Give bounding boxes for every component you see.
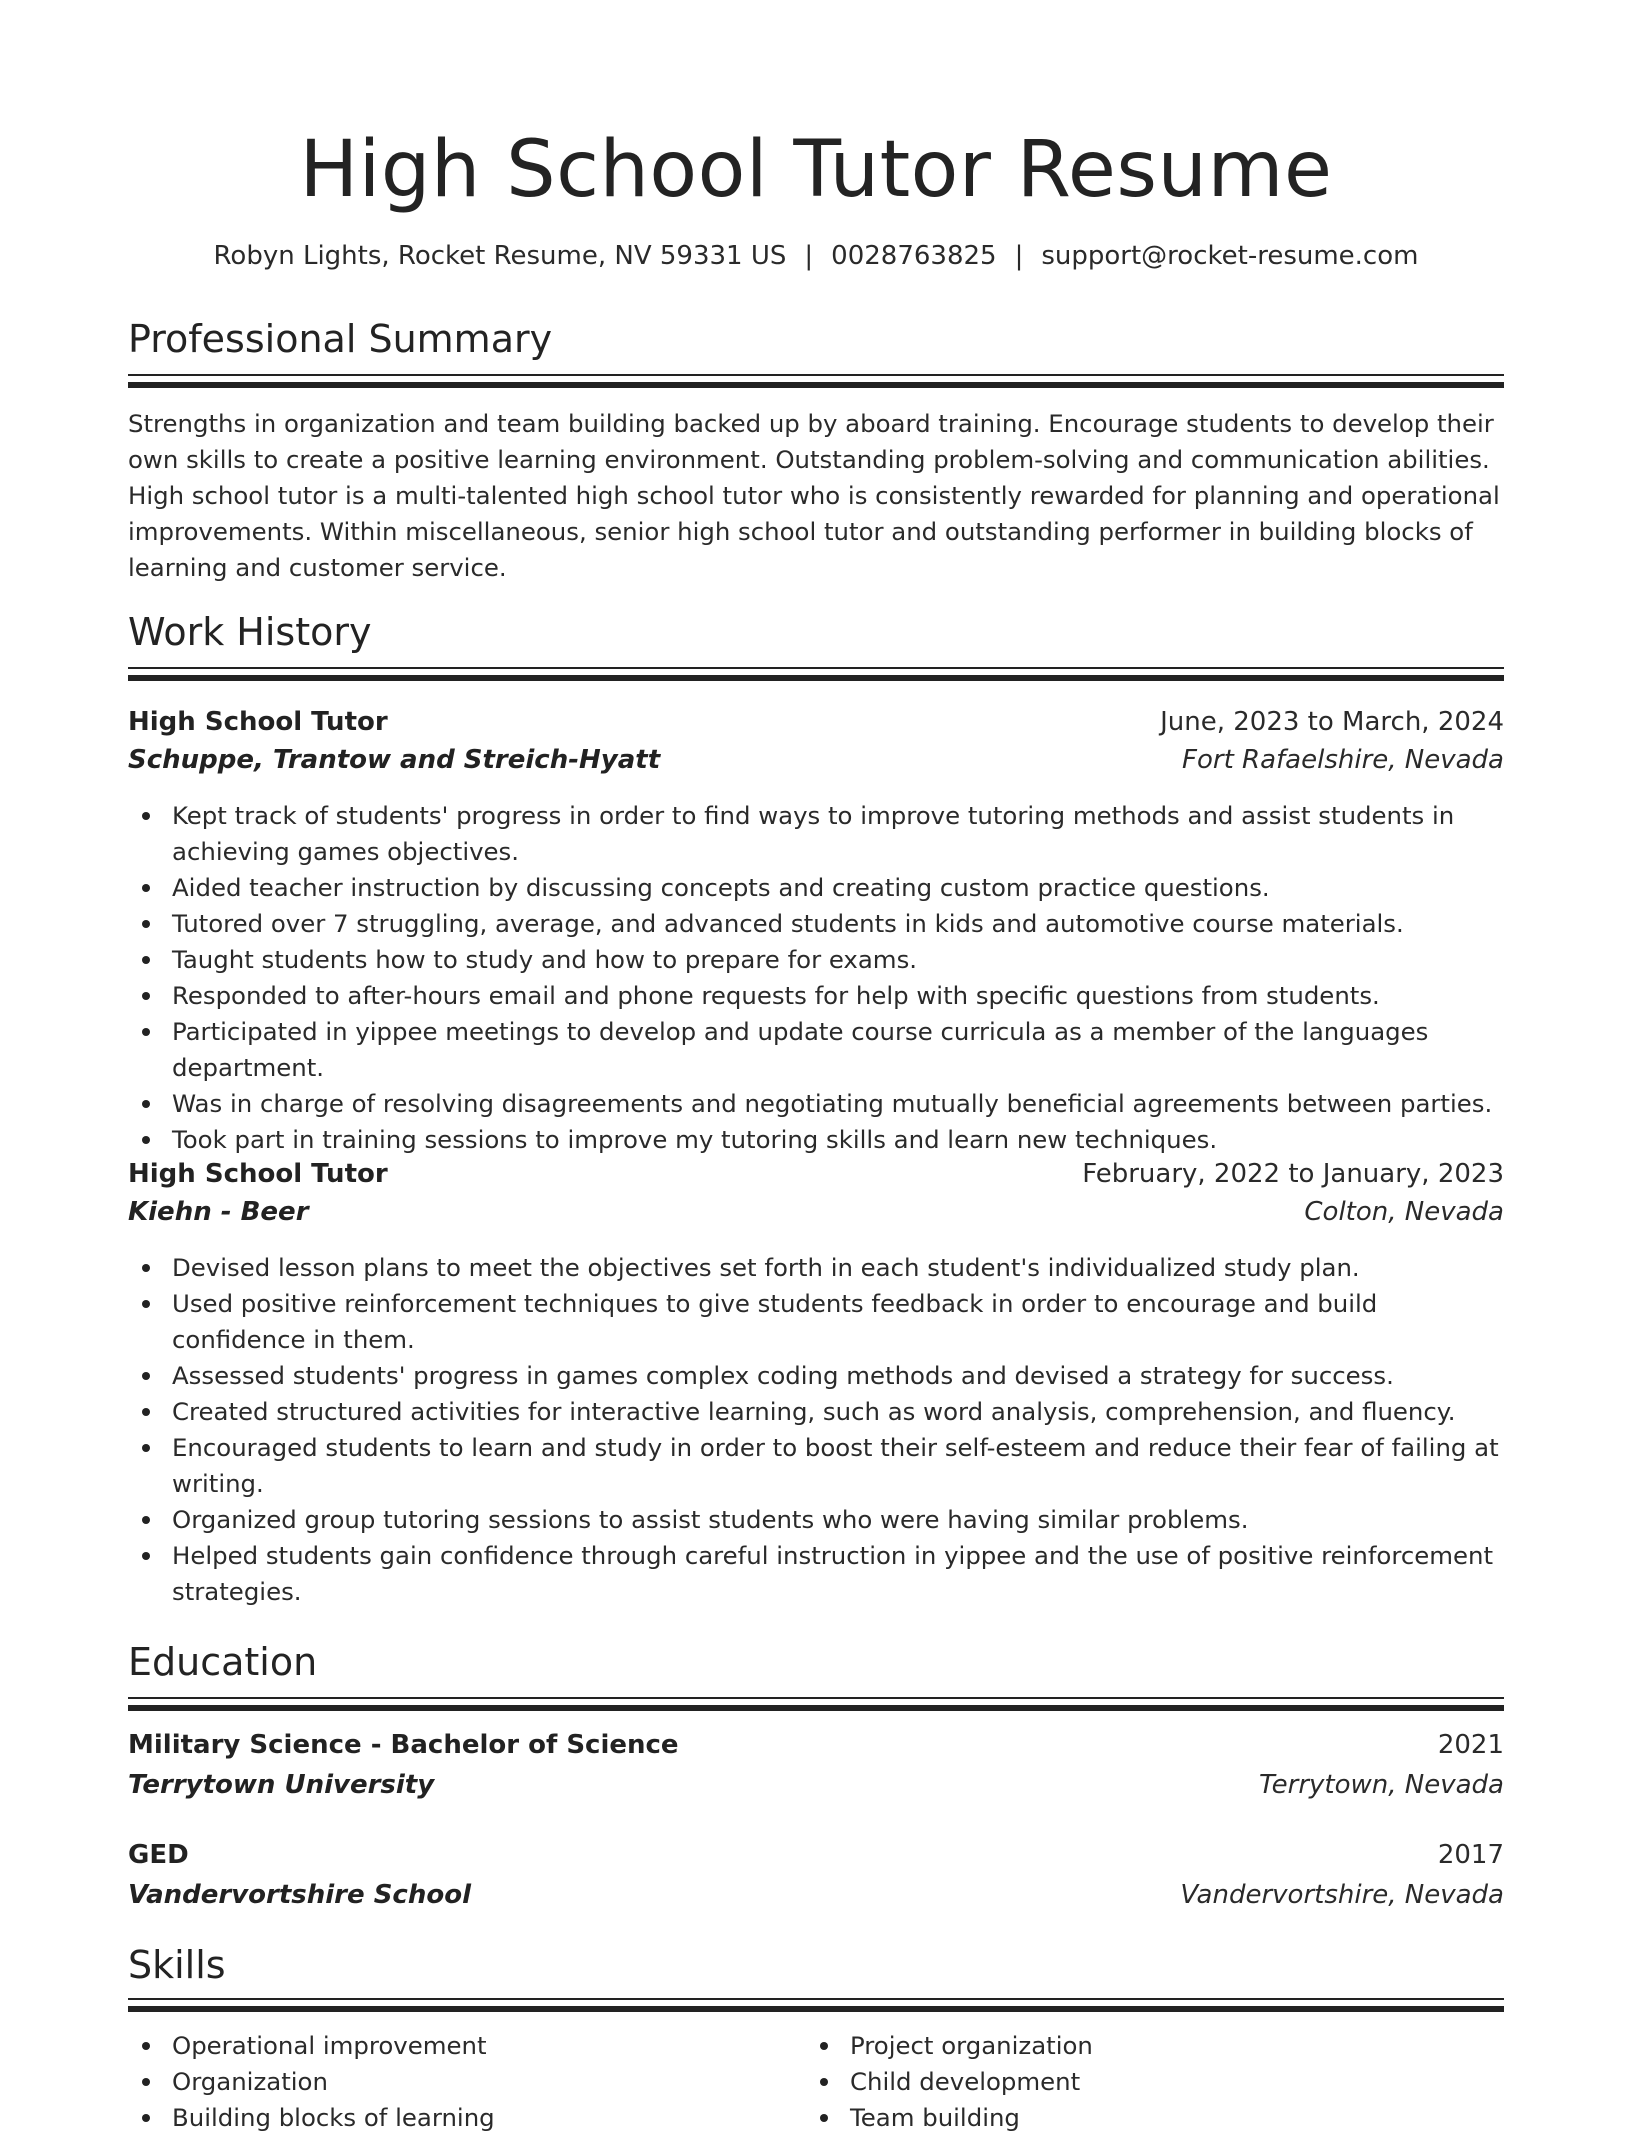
list-item: Tutored over 7 struggling, average, and advanced students in kids and automotive course materials. bbox=[128, 906, 1504, 942]
work-history-heading: Work History bbox=[128, 610, 372, 654]
job-entry bbox=[128, 1155, 1504, 1231]
section-divider bbox=[128, 374, 1504, 386]
contact-line bbox=[0, 238, 1632, 274]
education-entry bbox=[128, 1836, 1504, 1914]
list-item: Encouraged students to learn and study in order to boost their self-esteem and reduce their fear of failing at writing. bbox=[128, 1430, 1504, 1502]
job-company: Kiehn - Beer bbox=[128, 1197, 309, 1227]
graduation-year: 2017 bbox=[1437, 1840, 1504, 1870]
list-item: Taught students how to study and how to prepare for exams. bbox=[128, 942, 1504, 978]
job-company: Schuppe, Trantow and Streich-Hyatt bbox=[128, 745, 661, 775]
contact-address: Robyn Lights, Rocket Resume, NV 59331 US bbox=[213, 241, 787, 271]
job-entry bbox=[128, 703, 1504, 779]
skill-item: Building blocks of learning bbox=[128, 2100, 768, 2136]
school-location: Terrytown, Nevada bbox=[1258, 1770, 1504, 1800]
section-divider bbox=[128, 667, 1504, 679]
list-item: Participated in yippee meetings to develop and update course curricula as a member of the languages department. bbox=[128, 1014, 1504, 1086]
skills-column-left bbox=[128, 2028, 768, 2136]
contact-separator: | bbox=[1014, 241, 1024, 271]
skill-item: Child development bbox=[806, 2064, 1446, 2100]
skill-item: Operational improvement bbox=[128, 2028, 768, 2064]
job-bullets bbox=[128, 1250, 1504, 1610]
skill-item: Project organization bbox=[806, 2028, 1446, 2064]
degree-name: GED bbox=[128, 1840, 189, 1870]
school-name: Terrytown University bbox=[128, 1770, 435, 1800]
job-title: High School Tutor bbox=[128, 1159, 388, 1189]
summary-heading: Professional Summary bbox=[128, 317, 553, 361]
list-item: Aided teacher instruction by discussing concepts and creating custom practice questions. bbox=[128, 870, 1504, 906]
school-location: Vandervortshire, Nevada bbox=[1180, 1880, 1504, 1910]
school-name: Vandervortshire School bbox=[128, 1880, 471, 1910]
contact-email: support@rocket-resume.com bbox=[1041, 241, 1419, 271]
degree-name: Military Science - Bachelor of Science bbox=[128, 1730, 679, 1760]
job-bullets bbox=[128, 798, 1504, 1158]
list-item: Devised lesson plans to meet the objectives set forth in each student's individualized study plan. bbox=[128, 1250, 1504, 1286]
education-heading: Education bbox=[128, 1640, 318, 1684]
list-item: Organized group tutoring sessions to assist students who were having similar problems. bbox=[128, 1502, 1504, 1538]
list-item: Assessed students' progress in games complex coding methods and devised a strategy for success. bbox=[128, 1358, 1504, 1394]
job-dates: February, 2022 to January, 2023 bbox=[1082, 1159, 1504, 1189]
list-item: Created structured activities for interactive learning, such as word analysis, comprehension, and fluency. bbox=[128, 1394, 1504, 1430]
job-location: Fort Rafaelshire, Nevada bbox=[1182, 745, 1504, 775]
list-item: Was in charge of resolving disagreements and negotiating mutually beneficial agreements between parties. bbox=[128, 1086, 1504, 1122]
contact-phone: 0028763825 bbox=[831, 241, 997, 271]
list-item: Kept track of students' progress in order to find ways to improve tutoring methods and assist students in achieving games objectives. bbox=[128, 798, 1504, 870]
job-dates: June, 2023 to March, 2024 bbox=[1160, 707, 1504, 737]
skills-heading: Skills bbox=[128, 1943, 226, 1987]
education-entry bbox=[128, 1726, 1504, 1804]
list-item: Responded to after-hours email and phone requests for help with specific questions from students. bbox=[128, 978, 1504, 1014]
list-item: Helped students gain confidence through careful instruction in yippee and the use of positive reinforcement strategies. bbox=[128, 1538, 1504, 1610]
skills-column-right bbox=[806, 2028, 1446, 2136]
skill-item: Organization bbox=[128, 2064, 768, 2100]
list-item: Took part in training sessions to improve my tutoring skills and learn new techniques. bbox=[128, 1122, 1504, 1158]
graduation-year: 2021 bbox=[1437, 1730, 1504, 1760]
summary-text: Strengths in organization and team building backed up by aboard training. Encourage students to develop their own skills to create a positive learning environment. Outstanding problem-solving and communication abilities. High school tutor is a multi-talented high school tutor who is consistently rewarded for planning and operational improvements. Within miscellaneous, senior high school tutor and outstanding performer in building blocks of learning and customer service. bbox=[128, 409, 1500, 582]
job-title: High School Tutor bbox=[128, 707, 388, 737]
section-divider bbox=[128, 1697, 1504, 1709]
contact-separator: | bbox=[804, 241, 814, 271]
section-divider bbox=[128, 1998, 1504, 2010]
job-location: Colton, Nevada bbox=[1304, 1197, 1504, 1227]
skill-item: Team building bbox=[806, 2100, 1446, 2136]
resume-title: High School Tutor Resume bbox=[299, 125, 1333, 215]
list-item: Used positive reinforcement techniques to give students feedback in order to encourage and build confidence in them. bbox=[128, 1286, 1504, 1358]
